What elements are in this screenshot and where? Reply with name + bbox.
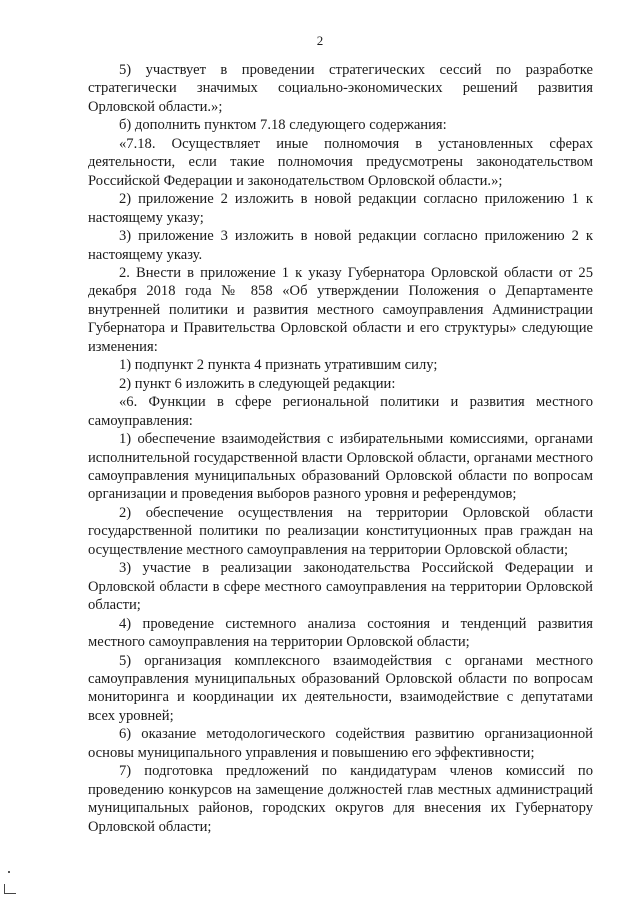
- paragraph-function-3: 3) участие в реализации законодательства Российской Федерации и Орловской области в сфере местного самоуправления на территории Орловской области;: [88, 560, 593, 614]
- paragraph-appendix-2: 2) приложение 2 изложить в новой редакции согласно приложению 1 к настоящему указу;: [88, 191, 593, 226]
- paragraph-item-5-strategic-sessions: 5) участвует в проведении стратегических сессий по разработке стратегически значимых социально-экономических решений развития Орловской области.»;: [88, 62, 593, 115]
- document-body: [88, 61, 593, 836]
- page-number: 2: [316, 33, 324, 48]
- paragraph-appendix-3: 3) приложение 3 изложить в новой редакции согласно приложению 2 к настоящему указу.: [88, 228, 593, 263]
- paragraph-function-1: 1) обеспечение взаимодействия с избирательными комиссиями, органами исполнительной государственной власти Орловской области, органами местного самоуправления муниципальных образований Орловской области по вопросам организации и проведения выборов разного уровня и референдумов;: [88, 431, 593, 503]
- paragraph-section-2: 2. Внести в приложение 1 к указу Губернатора Орловской области от 25 декабря 2018 года № 858 «Об утверждении Положения о Департаменте внутренней политики и развития местного самоуправления Администрации Губернатора и Правительства Орловской области и его структуры» следующие изменения:: [88, 264, 593, 355]
- scan-margin-mark: [4, 884, 16, 894]
- paragraph-item-7-18: «7.18. Осуществляет иные полномочия в установленных сферах деятельности, если такие полномочия предусмотрены законодательством Российской Федерации и законодательством Орловской области.»;: [88, 135, 593, 189]
- paragraph-function-5: 5) организация комплексного взаимодействия с органами местного самоуправления муниципальных образований Орловской области по вопросам мониторинга и координации их деятельности, взаимодействие с депутатами всех уровней;: [88, 652, 593, 724]
- paragraph-function-2: 2) обеспечение осуществления на территории Орловской области государственной политики по реализации конституционных прав граждан на осуществление местного самоуправления на территории Орловской области;: [88, 504, 593, 558]
- paragraph-subitem-repeal: 1) подпункт 2 пункта 4 признать утратившим силу;: [119, 357, 438, 374]
- paragraph-add-item-7-18: б) дополнить пунктом 7.18 следующего содержания:: [119, 117, 447, 134]
- paragraph-functions-heading: «6. Функции в сфере региональной политики и развития местного самоуправления:: [88, 394, 593, 429]
- paragraph-function-7: 7) подготовка предложений по кандидатурам членов комиссий по проведению конкурсов на замещение должностей глав местных администраций муниципальных районов, городских округов для внесения их Губернатору Орловской области;: [88, 763, 593, 835]
- scan-margin-dot: [8, 871, 10, 873]
- paragraph-item-6-new-edition: 2) пункт 6 изложить в следующей редакции:: [119, 375, 396, 392]
- paragraph-function-6: 6) оказание методологического содействия развитию организационной основы муниципального управления и повышению его эффективности;: [88, 726, 593, 761]
- paragraph-function-4: 4) проведение системного анализа состояния и тенденций развития местного самоуправления на территории Орловской области;: [88, 615, 593, 651]
